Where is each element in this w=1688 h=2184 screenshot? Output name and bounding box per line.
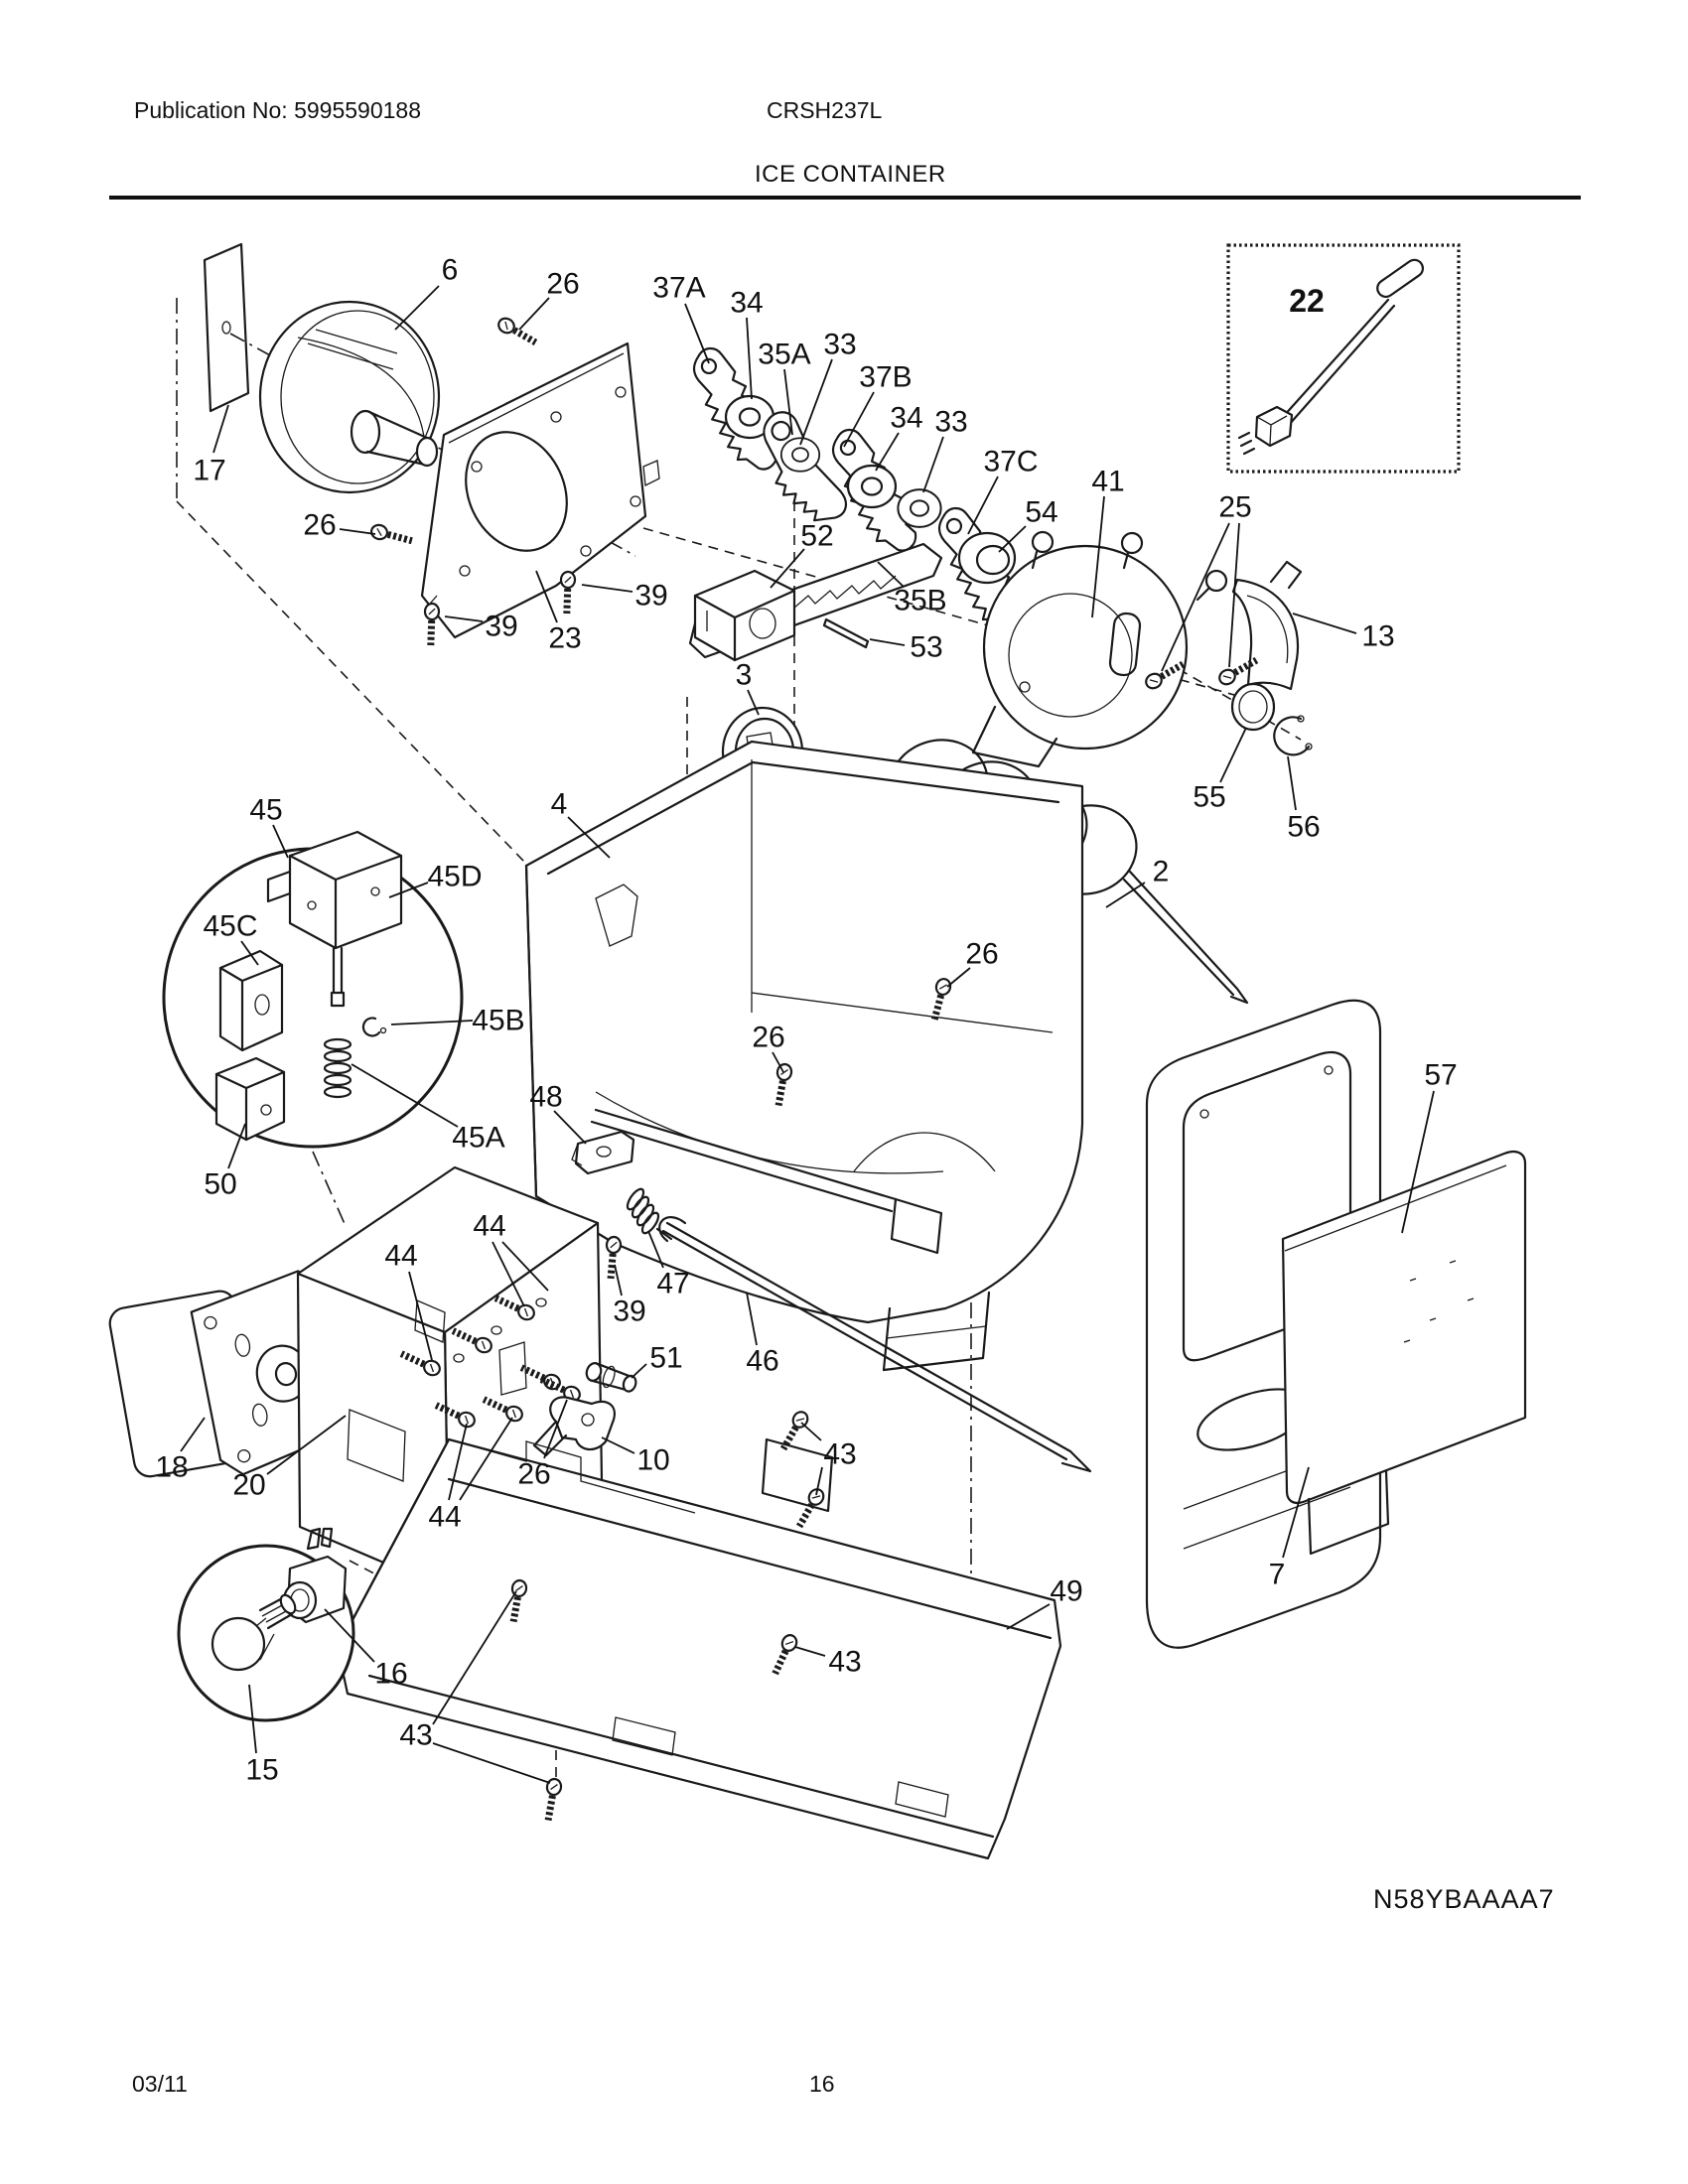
part-13-bracket: [1233, 562, 1301, 689]
part-45C-bracket: [220, 951, 282, 1050]
part-23-mounting-plate: [422, 343, 659, 637]
callout-45D: 45D: [427, 860, 483, 893]
callout-47: 47: [656, 1267, 690, 1300]
callout-22: 22: [1289, 283, 1325, 319]
callout-leader: [519, 298, 549, 330]
callout-57: 57: [1424, 1058, 1458, 1092]
callout-13: 13: [1361, 619, 1395, 653]
callout-26: 26: [303, 508, 337, 542]
callout-43: 43: [823, 1437, 857, 1471]
callout-leader: [968, 477, 998, 534]
callout-leader: [876, 433, 899, 471]
callout-52: 52: [800, 519, 834, 553]
page-title: ICE CONTAINER: [755, 161, 946, 188]
callout-6: 6: [441, 253, 459, 287]
callout-leader: [1293, 614, 1356, 633]
callout-39: 39: [634, 579, 668, 613]
detail-circle-bulb: [179, 1529, 353, 1720]
callout-35A: 35A: [758, 338, 811, 371]
callout-15: 15: [245, 1753, 279, 1787]
callout-leader: [870, 639, 905, 645]
callout-48: 48: [529, 1080, 563, 1114]
callout-50: 50: [204, 1167, 237, 1201]
diagram-code: N58YBAAAA7: [1373, 1884, 1555, 1914]
callout-44: 44: [384, 1239, 418, 1273]
callout-4: 4: [550, 787, 568, 821]
callout-leader: [213, 405, 228, 453]
callout-leader: [685, 304, 709, 363]
part-6-auger-drum: [260, 302, 439, 492]
callout-45C: 45C: [203, 909, 258, 943]
screw-43e: [541, 1778, 562, 1822]
callout-55: 55: [1193, 780, 1226, 814]
model-number: CRSH237L: [767, 97, 883, 123]
callout-10: 10: [636, 1443, 670, 1477]
callout-7: 7: [1268, 1558, 1286, 1591]
callout-37A: 37A: [652, 271, 706, 305]
callout-18: 18: [155, 1450, 189, 1484]
callout-leader: [395, 286, 439, 330]
footer-date: 03/11: [132, 2071, 188, 2097]
part-52-drive-block: [695, 571, 794, 660]
callout-17: 17: [193, 454, 226, 487]
callout-43: 43: [828, 1645, 862, 1679]
callout-leader: [800, 359, 832, 445]
callout-45: 45: [249, 793, 283, 827]
callout-16: 16: [374, 1657, 408, 1691]
screw-26a: [496, 316, 539, 348]
screw-39b: [560, 572, 575, 614]
callout-51: 51: [649, 1341, 683, 1375]
callout-35B: 35B: [894, 584, 947, 617]
callout-leader: [771, 549, 804, 588]
callout-leader: [801, 1423, 821, 1440]
callout-53: 53: [910, 630, 943, 664]
callout-leader: [923, 437, 943, 492]
part-4-ice-bucket: [526, 742, 1082, 1370]
callout-2: 2: [1152, 855, 1170, 888]
part-55-oring: [1232, 684, 1274, 730]
part-50-bracket: [216, 1058, 284, 1140]
callout-leader: [433, 1743, 550, 1783]
screw-26b: [369, 523, 413, 547]
callout-23: 23: [548, 621, 582, 655]
callout-leader: [747, 1293, 757, 1345]
callout-46: 46: [746, 1344, 779, 1378]
callout-37B: 37B: [859, 360, 913, 394]
callout-leader: [582, 585, 633, 592]
part-54-bearing-cup: [959, 533, 1015, 583]
callout-45B: 45B: [472, 1004, 525, 1037]
callout-44: 44: [428, 1500, 462, 1534]
callout-leader: [747, 318, 752, 399]
callout-leader: [181, 1418, 205, 1451]
callout-20: 20: [232, 1468, 266, 1502]
callout-56: 56: [1287, 810, 1321, 844]
callout-54: 54: [1025, 495, 1058, 529]
screw-39c: [604, 1236, 622, 1279]
callout-33: 33: [823, 328, 857, 361]
callout-leader: [1220, 728, 1246, 782]
callout-41: 41: [1091, 465, 1125, 498]
detail-circle-45: [164, 832, 462, 1147]
callout-leader: [615, 1265, 622, 1296]
callout-26: 26: [752, 1021, 785, 1054]
callout-33: 33: [934, 405, 968, 439]
callout-34: 34: [730, 286, 764, 320]
callout-26: 26: [546, 267, 580, 301]
callout-45A: 45A: [452, 1121, 505, 1155]
inset-box-22: [1228, 245, 1459, 472]
callout-leader: [1288, 756, 1296, 810]
callout-25: 25: [1218, 490, 1252, 524]
callout-39: 39: [485, 610, 518, 643]
callout-34: 34: [890, 401, 923, 435]
callout-39: 39: [613, 1295, 646, 1328]
callout-49: 49: [1050, 1574, 1083, 1608]
screw-39a: [424, 604, 439, 645]
callout-44: 44: [473, 1209, 506, 1243]
callout-26: 26: [965, 937, 999, 971]
footer-page-number: 16: [809, 2071, 835, 2097]
part-53-pin: [824, 619, 868, 647]
publication-number: Publication No: 5995590188: [134, 97, 422, 123]
callout-37C: 37C: [983, 445, 1039, 478]
callout-43: 43: [399, 1718, 433, 1752]
part-17-panel: [205, 244, 248, 411]
callout-leader: [602, 1437, 634, 1453]
callout-3: 3: [735, 658, 753, 692]
part-blade-stack: [680, 338, 1032, 660]
callout-26: 26: [517, 1457, 551, 1491]
callout-leader: [632, 1364, 646, 1378]
callout-leader: [340, 529, 375, 534]
part-56-clip: [1274, 716, 1312, 754]
